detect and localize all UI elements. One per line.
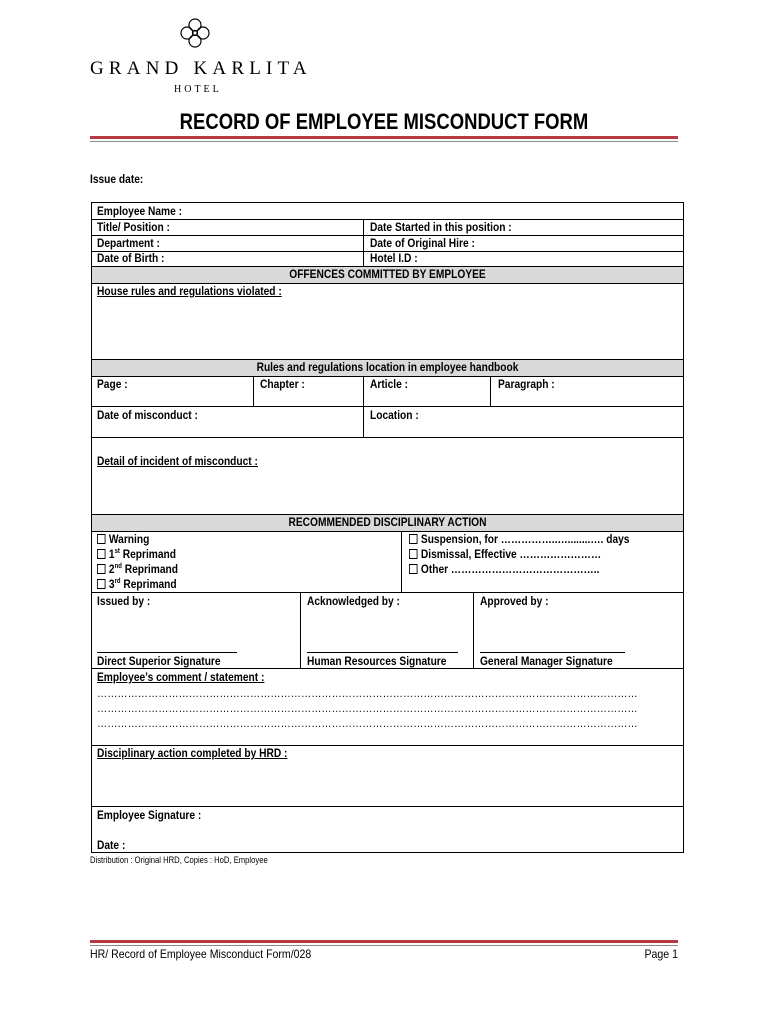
dismissal-option[interactable]: Dismissal, Effective ……………………: [409, 547, 601, 561]
comment-dotted-line: ……………………………………………………………………………………………………………………………………………: [97, 716, 638, 730]
paragraph-label: Paragraph :: [498, 377, 555, 391]
first-reprimand-option[interactable]: 1st Reprimand: [97, 547, 176, 561]
third-reprimand-option[interactable]: 3rd Reprimand: [97, 577, 177, 591]
second-reprimand-checkbox[interactable]: [97, 564, 106, 574]
date-original-hire-label: Date of Original Hire :: [370, 236, 475, 250]
location-label: Location :: [370, 408, 419, 422]
row-divider: [92, 437, 683, 438]
brand-name: GRAND KARLITA: [90, 58, 312, 79]
issued-by-label: Issued by :: [97, 594, 151, 608]
row-divider: [92, 406, 683, 407]
misconduct-form-table: [91, 202, 684, 853]
col-divider: [473, 592, 474, 668]
offences-header: OFFENCES COMMITTED BY EMPLOYEE: [289, 267, 486, 281]
approved-by-label: Approved by :: [480, 594, 549, 608]
detail-incident-label: Detail of incident of misconduct :: [97, 454, 258, 468]
header-rule-accent: [90, 136, 678, 139]
employee-name-label: Employee Name :: [97, 204, 183, 218]
warning-checkbox[interactable]: [97, 534, 106, 544]
signature-line: [480, 652, 625, 653]
col-divider: [300, 592, 301, 668]
acknowledged-by-label: Acknowledged by :: [307, 594, 400, 608]
second-reprimand-option[interactable]: 2nd Reprimand: [97, 562, 178, 576]
rules-location-header: Rules and regulations location in employee handbook: [256, 360, 519, 374]
direct-superior-signature-label: Direct Superior Signature: [97, 654, 221, 668]
chapter-label: Chapter :: [260, 377, 305, 391]
row-divider: [92, 668, 683, 669]
header-rule-thin: [90, 141, 678, 142]
third-reprimand-checkbox[interactable]: [97, 579, 106, 589]
clover-flower-icon: [178, 16, 212, 50]
signature-line: [307, 652, 458, 653]
page-label: Page :: [97, 377, 128, 391]
col-divider: [401, 531, 402, 592]
footer-page-number: Page 1: [644, 947, 678, 961]
hotel-id-label: Hotel I.D :: [370, 251, 418, 265]
first-reprimand-checkbox[interactable]: [97, 549, 106, 559]
col-divider: [253, 376, 254, 406]
issue-date-label: Issue date:: [90, 172, 144, 186]
suspension-option[interactable]: Suspension, for ……………..…........…. days: [409, 532, 629, 546]
distribution-note: Distribution : Original HRD, Copies : HoD, Employee: [90, 855, 268, 865]
signature-line: [97, 652, 237, 653]
department-label: Department :: [97, 236, 160, 250]
suspension-checkbox[interactable]: [409, 534, 418, 544]
date-label: Date :: [97, 838, 126, 852]
recommended-header: RECOMMENDED DISCIPLINARY ACTION: [288, 515, 487, 529]
row-divider: [92, 592, 683, 593]
dismissal-checkbox[interactable]: [409, 549, 418, 559]
employee-comment-label: Employee’s comment / statement :: [97, 670, 265, 684]
hrd-completed-label: Disciplinary action completed by HRD :: [97, 746, 288, 760]
hr-signature-label: Human Resources Signature: [307, 654, 447, 668]
employee-signature-label: Employee Signature :: [97, 808, 202, 822]
col-divider: [363, 376, 364, 437]
date-of-misconduct-label: Date of misconduct :: [97, 408, 198, 422]
brand-sub: HOTEL: [174, 84, 222, 95]
col-divider: [363, 219, 364, 267]
footer-rule-accent: [90, 940, 678, 943]
page-title: RECORD OF EMPLOYEE MISCONDUCT FORM: [179, 109, 589, 134]
title-position-label: Title/ Position :: [97, 220, 170, 234]
row-divider: [92, 806, 683, 807]
other-checkbox[interactable]: [409, 564, 418, 574]
other-option[interactable]: Other ……………………………………..: [409, 562, 599, 576]
footer-rule-thin: [90, 945, 678, 946]
warning-option[interactable]: Warning: [97, 532, 149, 546]
date-started-label: Date Started in this position :: [370, 220, 512, 234]
gm-signature-label: General Manager Signature: [480, 654, 613, 668]
footer-doc-ref: HR/ Record of Employee Misconduct Form/028: [90, 947, 312, 961]
date-of-birth-label: Date of Birth :: [97, 251, 165, 265]
comment-dotted-line: ……………………………………………………………………………………………………………………………………………: [97, 701, 638, 715]
house-rules-label: House rules and regulations violated :: [97, 284, 282, 298]
comment-dotted-line: ……………………………………………………………………………………………………………………………………………: [97, 686, 638, 700]
col-divider: [490, 376, 491, 406]
article-label: Article :: [370, 377, 408, 391]
